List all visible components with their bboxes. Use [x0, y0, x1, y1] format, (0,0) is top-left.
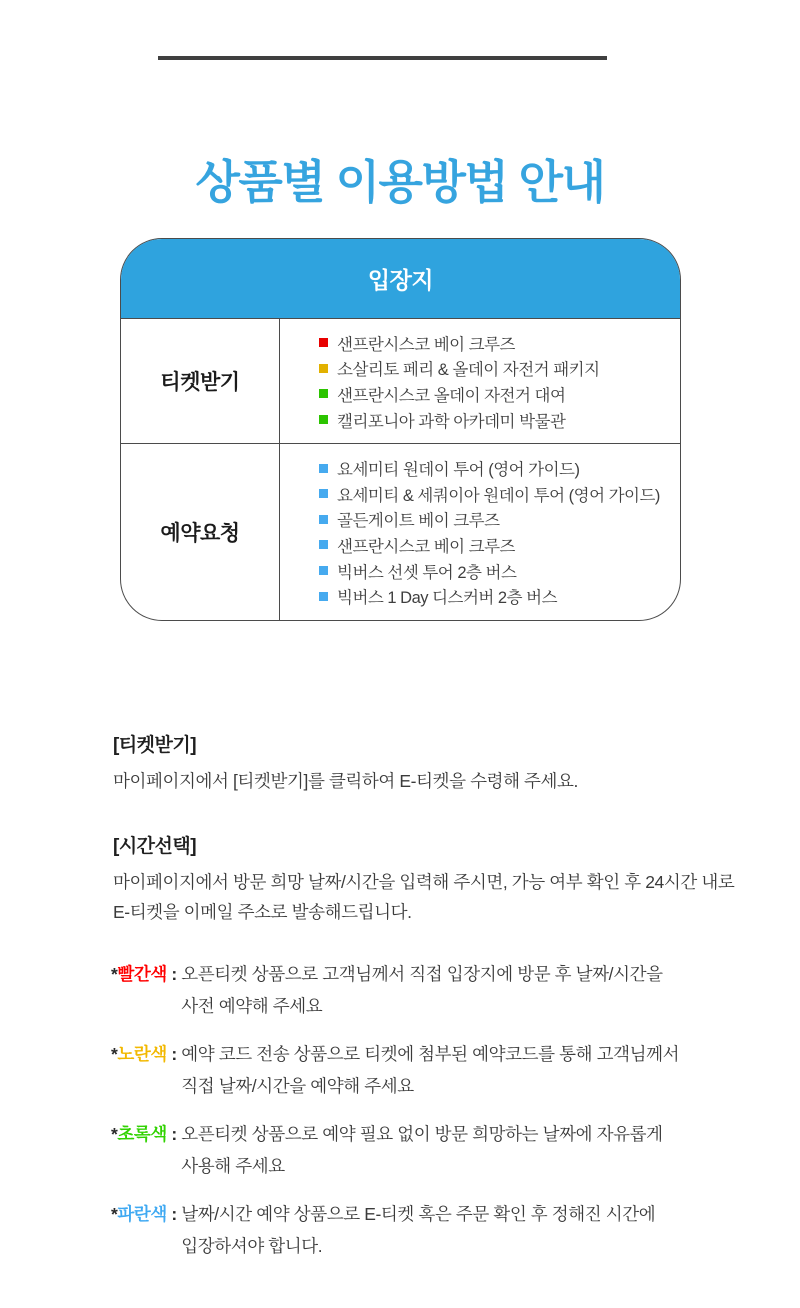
colon: : [166, 1044, 182, 1064]
note-line-1: 날짜/시간 예약 상품으로 E-티켓 혹은 주문 확인 후 정해진 시간에 [181, 1204, 656, 1224]
section-heading: [시간선택] [113, 836, 197, 857]
note-text [181, 1118, 662, 1182]
list-item-label: 요세미티 원데이 투어 (영어 가이드) [337, 461, 580, 480]
table-row [121, 318, 680, 443]
list-item [319, 532, 680, 558]
note-text [181, 958, 662, 1022]
asterisk: * [111, 964, 118, 984]
colon: : [166, 1124, 182, 1144]
note-line-1: 오픈티켓 상품으로 예약 필요 없이 방문 희망하는 날짜에 자유롭게 [181, 1124, 663, 1144]
list-item-label: 골든게이트 베이 크루즈 [337, 512, 500, 531]
list-item-label: 요세미티 & 세쿼이아 원데이 투어 (영어 가이드) [337, 486, 660, 505]
page-title: 상품별 이용방법 안내 [195, 156, 605, 208]
blue-square-icon [319, 592, 328, 601]
note-label [111, 1198, 181, 1262]
row-label: 예약요청 [121, 444, 280, 620]
green-square-icon [319, 389, 328, 398]
colon: : [166, 964, 182, 984]
section [113, 730, 743, 796]
row-items [280, 319, 680, 443]
list-item [319, 583, 680, 609]
list-item-label: 빅버스 선셋 투어 2층 버스 [337, 563, 517, 582]
color-note [111, 1198, 771, 1262]
list-item-label: 빅버스 1 Day 디스커버 2층 버스 [337, 589, 558, 608]
colon: : [166, 1204, 182, 1224]
usage-table [120, 238, 681, 621]
color-note [111, 958, 771, 1022]
note-line-1: 예약 코드 전송 상품으로 티켓에 첨부된 예약코드를 통해 고객님께서 [181, 1044, 680, 1064]
color-name: 파란색 [117, 1204, 167, 1224]
asterisk: * [111, 1204, 118, 1224]
yellow-square-icon [319, 364, 328, 373]
note-text [181, 1198, 655, 1262]
color-name: 빨간색 [117, 964, 167, 984]
list-item [319, 356, 680, 382]
sections [113, 730, 743, 962]
blue-square-icon [319, 464, 328, 473]
section-text: E-티켓을 이메일 주소로 발송해드립니다. [113, 902, 412, 922]
color-note [111, 1118, 771, 1182]
note-label [111, 1118, 181, 1182]
note-label [111, 1038, 181, 1102]
list-item [319, 407, 680, 433]
list-item-label: 샌프란시스코 베이 크루즈 [337, 537, 515, 556]
note-label [111, 958, 181, 1022]
list-item [319, 558, 680, 584]
top-divider [158, 56, 607, 60]
note-line-2: 입장하셔야 합니다. [181, 1236, 323, 1256]
list-item-label: 샌프란시스코 올데이 자전거 대여 [337, 386, 566, 405]
list-item [319, 381, 680, 407]
note-text [181, 1038, 679, 1102]
note-line-2: 사용해 주세요 [181, 1156, 285, 1176]
section-text: 마이페이지에서 [티켓받기]를 클릭하여 E-티켓을 수령해 주세요. [113, 771, 579, 791]
list-item [319, 330, 680, 356]
list-item [319, 455, 680, 481]
section-heading: [티켓받기] [113, 735, 197, 756]
list-item-label: 캘리포니아 과학 아카데미 박물관 [337, 412, 566, 431]
note-line-2: 사전 예약해 주세요 [181, 996, 323, 1016]
table-body [121, 318, 680, 620]
color-name: 초록색 [117, 1124, 167, 1144]
green-square-icon [319, 415, 328, 424]
section [113, 831, 743, 927]
list-item-label: 샌프란시스코 베이 크루즈 [337, 335, 515, 354]
notes [111, 958, 771, 1278]
asterisk: * [111, 1044, 118, 1064]
section-text: 마이페이지에서 방문 희망 날짜/시간을 입력해 주시면, 가능 여부 확인 후 24시간 내로 [113, 872, 735, 892]
list-item-label: 소살리토 페리 & 올데이 자전거 패키지 [337, 361, 600, 380]
list-item [319, 507, 680, 533]
asterisk: * [111, 1124, 118, 1144]
note-line-2: 직접 날짜/시간을 예약해 주세요 [181, 1076, 414, 1096]
color-note [111, 1038, 771, 1102]
list-item [319, 481, 680, 507]
row-label: 티켓받기 [121, 319, 280, 443]
color-name: 노란색 [117, 1044, 167, 1064]
note-line-1: 오픈티켓 상품으로 고객님께서 직접 입장지에 방문 후 날짜/시간을 [181, 964, 663, 984]
blue-square-icon [319, 566, 328, 575]
blue-square-icon [319, 489, 328, 498]
row-items [280, 444, 680, 620]
table-header: 입장지 [121, 239, 680, 318]
blue-square-icon [319, 540, 328, 549]
red-square-icon [319, 338, 328, 347]
blue-square-icon [319, 515, 328, 524]
table-row [121, 443, 680, 620]
